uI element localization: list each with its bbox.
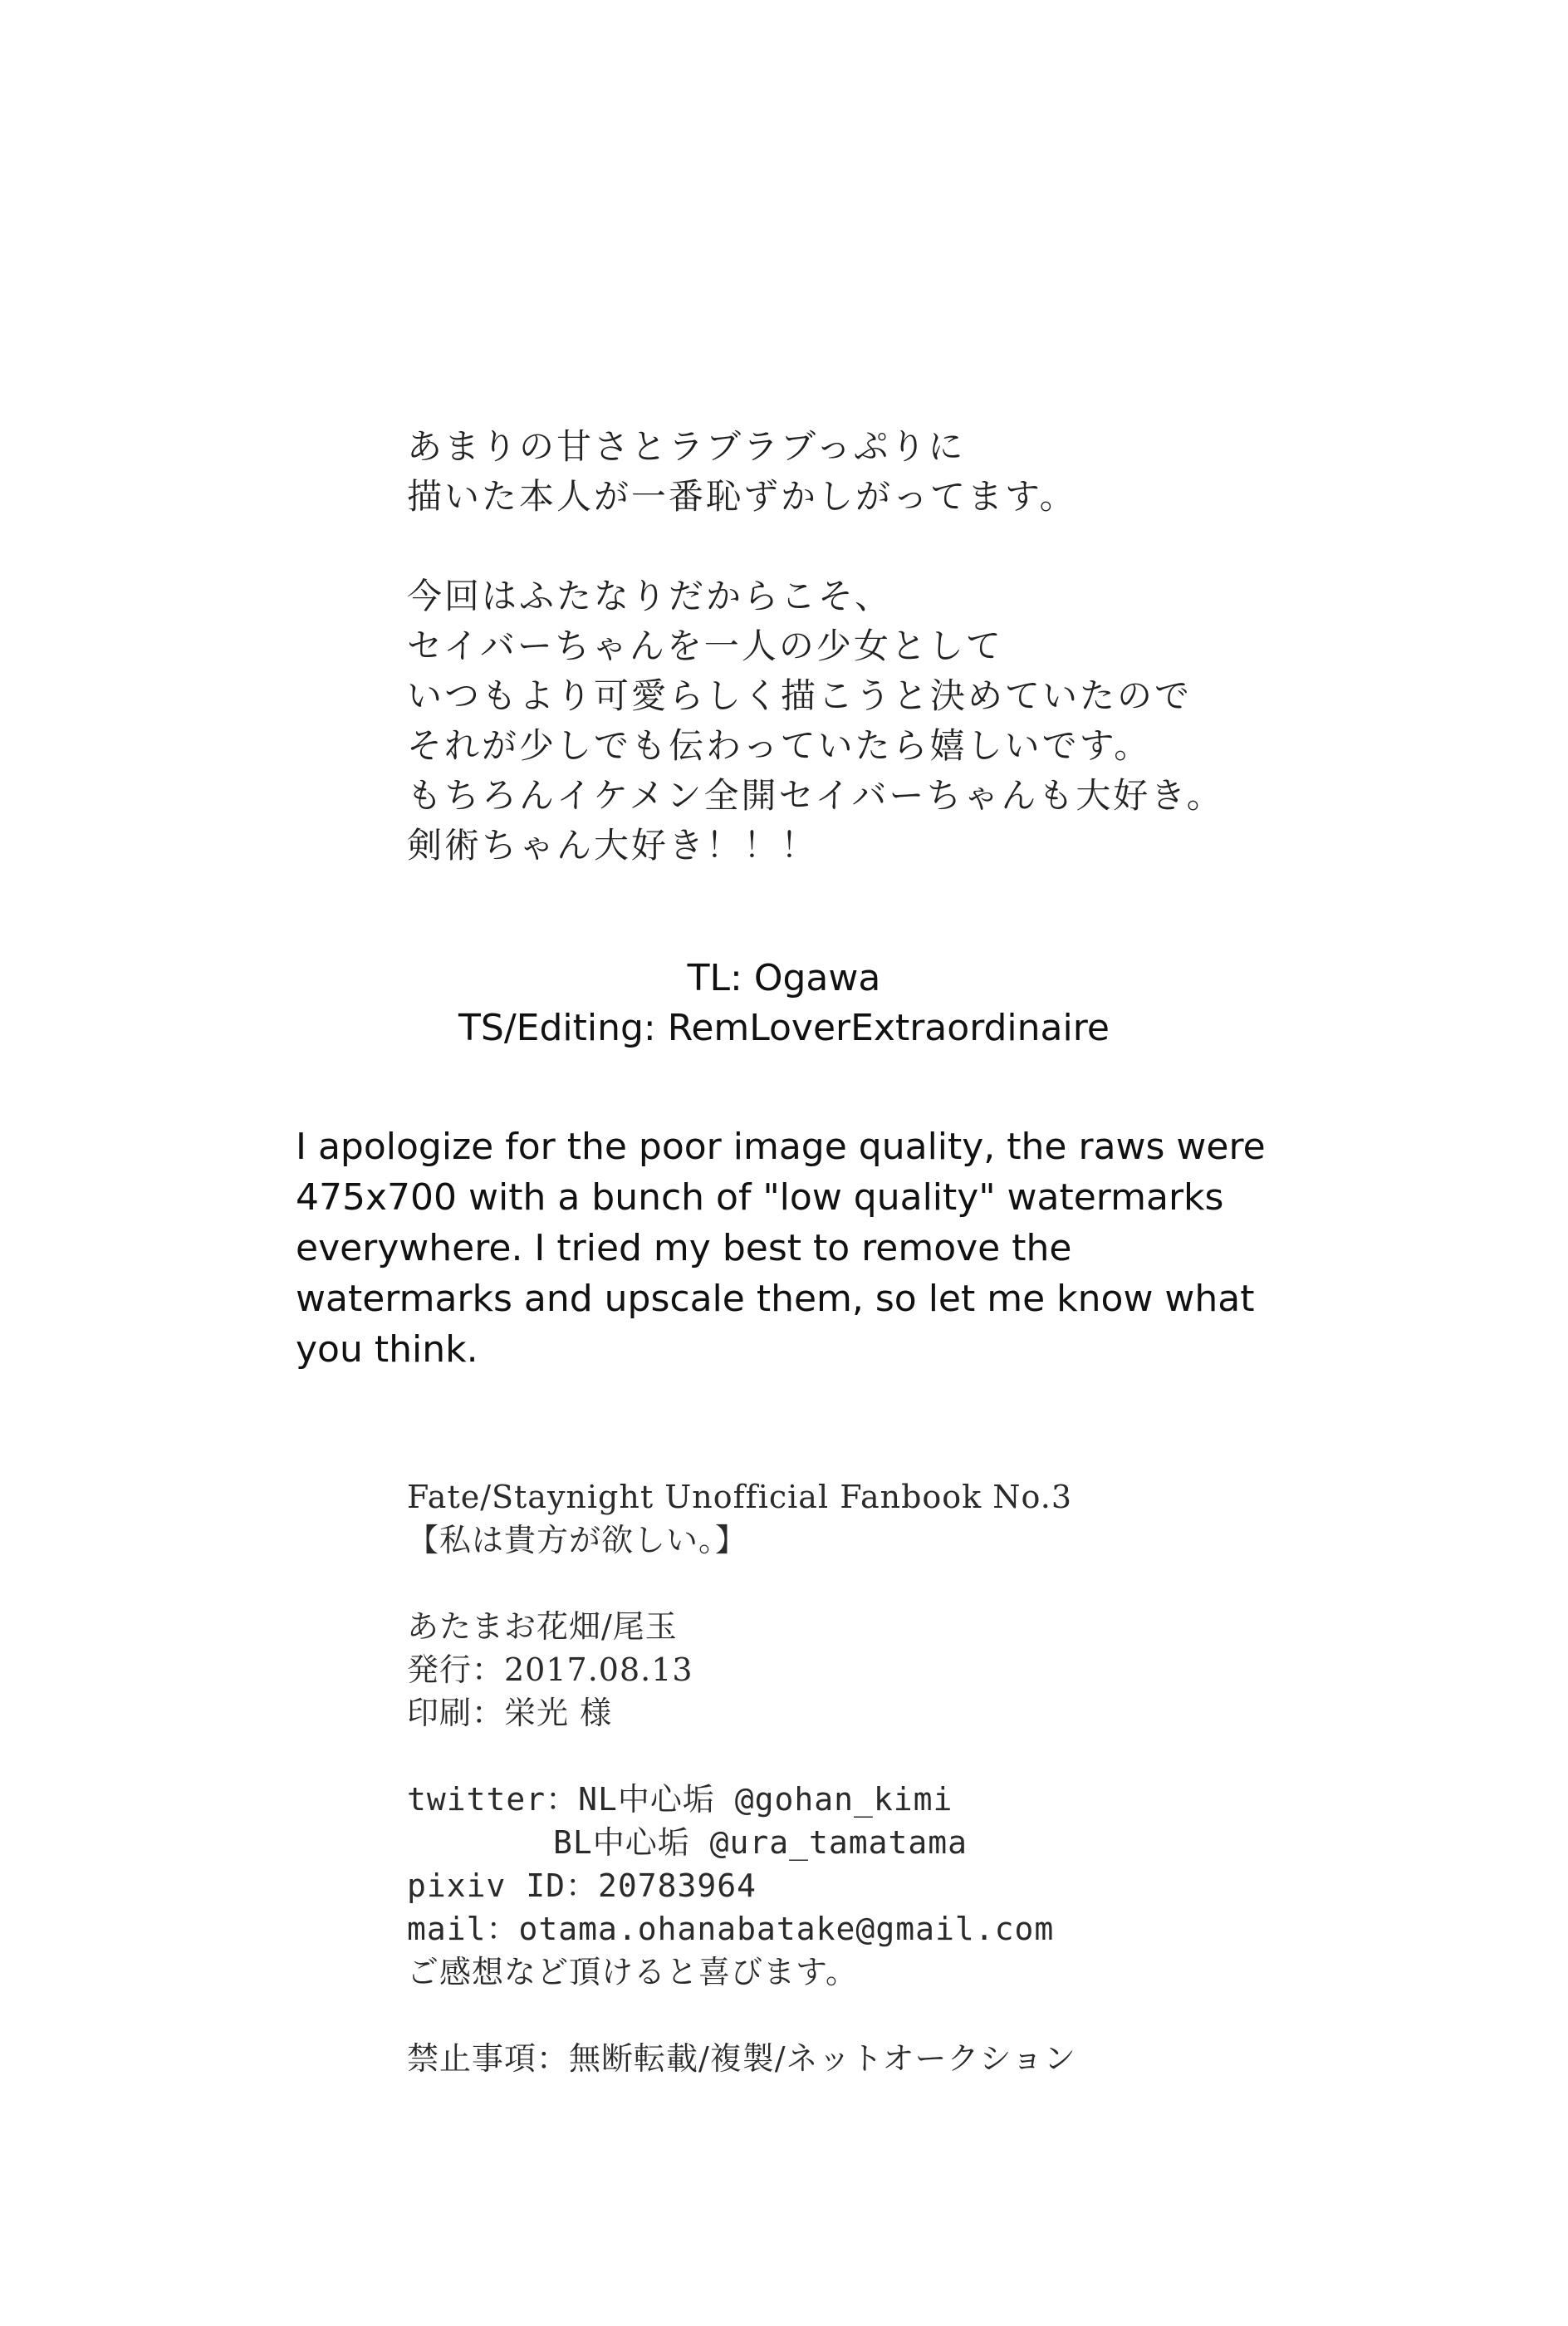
paragraph-spacer — [407, 522, 1224, 572]
contact-email: mail：otama.ohanabatake@gmail.com — [407, 1911, 1055, 1947]
colophon — [407, 1475, 1076, 2080]
note-line: everywhere. I tried my best to remove the — [296, 1227, 1072, 1269]
colophon-spacer — [407, 1562, 1076, 1605]
publish-date: 発行：2017.08.13 — [407, 1651, 693, 1688]
translator-credit: TL: Ogawa — [687, 957, 881, 999]
book-subtitle: 【私は貴方が欲しい。】 — [407, 1522, 748, 1558]
book-title: Fate/Staynight Unofficial Fanbook No.3 — [407, 1479, 1073, 1515]
note-line: watermarks and upscale them, so let me know what — [296, 1278, 1255, 1320]
translator-note — [296, 1121, 1325, 1375]
colophon-spacer — [407, 1994, 1076, 2037]
afterword-line: いつもより可愛らしく描こうと決めていたので — [407, 675, 1193, 716]
afterword-line: あまりの甘さとラブラブっぷりに — [407, 426, 966, 467]
pixiv-id: pixiv ID：20783964 — [407, 1867, 757, 1904]
note-line: you think. — [296, 1328, 478, 1371]
afterword-line: 今回はふたなりだからこそ、 — [407, 576, 893, 616]
afterword-line: 描いた本人が一番恥ずかしがってます。 — [407, 476, 1077, 517]
afterword-line: それが少しでも伝わっていたら嬉しいです。 — [407, 725, 1152, 766]
afterword-line: 剣術ちゃん大好き！！！ — [407, 825, 819, 866]
twitter-handle-bl: BL中心垢 @ura_tamatama — [553, 1824, 968, 1861]
credits — [0, 954, 1568, 1053]
feedback-note: ご感想など頂けると喜びます。 — [407, 1954, 858, 1990]
afterword-text — [407, 422, 1224, 871]
note-line: 475x700 with a bunch of "low quality" watermarks — [296, 1176, 1224, 1219]
afterword-line: セイバーちゃんを一人の少女として — [407, 626, 1003, 666]
printer-name: 印刷：栄光 様 — [407, 1695, 613, 1731]
prohibited-notice: 禁止事項：無断転載/複製/ネットオークション — [407, 2040, 1076, 2077]
colophon-spacer — [407, 1735, 1076, 1778]
twitter-handle-nl: twitter：NL中心垢 @gohan_kimi — [407, 1781, 953, 1818]
circle-name: あたまお花畑/尾玉 — [407, 1608, 678, 1645]
afterword-line: もちろんイケメン全開セイバーちゃんも大好き。 — [407, 775, 1224, 816]
typesetter-credit: TS/Editing: RemLoverExtraordinaire — [458, 1007, 1110, 1049]
note-line: I apologize for the poor image quality, the raws were — [296, 1126, 1266, 1168]
